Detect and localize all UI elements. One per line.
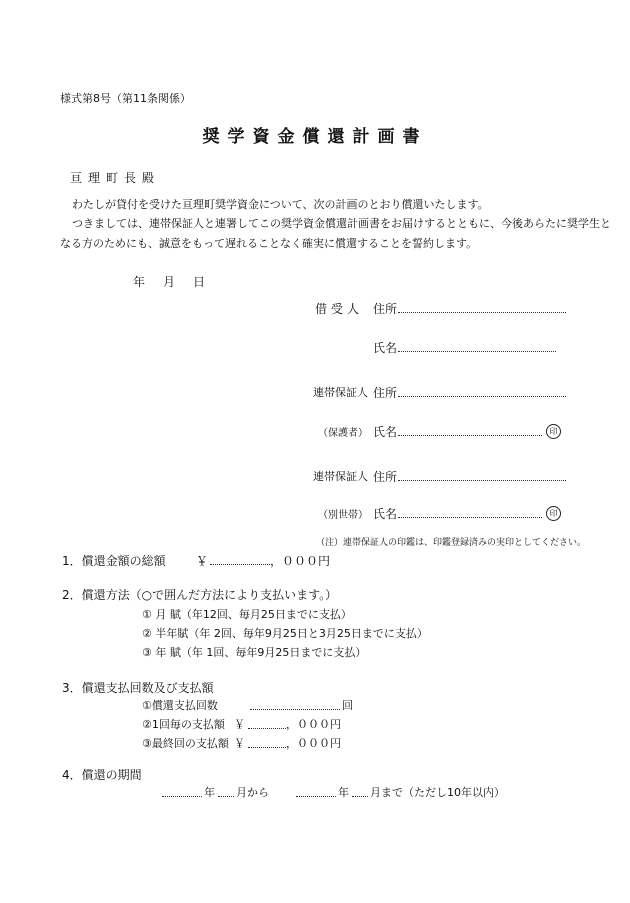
period-to-year: 年 — [338, 786, 349, 799]
borrower-address-label: 住所 — [373, 302, 398, 316]
repayment-option-semiannual[interactable]: ② 半年賦（年 2回、毎年9月25日と3月25日までに支払） — [142, 627, 428, 640]
section4-label: 4．償還の期間 — [62, 768, 142, 782]
section1-label: 1．償還金額の総額 — [62, 554, 166, 568]
payment-count-suffix: 回 — [342, 699, 353, 712]
per-payment-label: ②1回毎の支払額 — [142, 718, 225, 731]
guarantor2-name-field[interactable] — [398, 505, 542, 518]
section2-label: 2．償還方法（○で囲んだ方法により支払います。） — [62, 588, 338, 602]
seal-icon: 印 — [546, 506, 561, 521]
section1-amount-field[interactable] — [210, 552, 270, 565]
guarantor2-name-label: 氏名 — [373, 507, 398, 521]
guarantor1-role: 連帯保証人 — [313, 386, 368, 399]
period-from-year: 年 — [204, 786, 215, 799]
seal-note: （注）連帯保証人の印鑑は、印鑑登録済みの実印としてください。 — [316, 538, 587, 548]
intro-line-2: つきましては、連帯保証人と連署してこの奨学資金償還計画書をお届けするとともに、今後あらたに奨学生と — [72, 217, 611, 230]
borrower-address-field[interactable] — [398, 300, 566, 313]
section1-yen: ￥ — [196, 554, 209, 568]
payment-count-label: ①償還支払回数 — [142, 699, 218, 712]
document-title: 奨学資金償還計画書 — [202, 127, 428, 147]
addressee: 亘理町長殿 — [70, 171, 161, 185]
guarantor1-address-field[interactable] — [398, 384, 566, 397]
period-from-month-field[interactable] — [218, 784, 234, 797]
final-payment-yen: ￥ — [234, 737, 245, 750]
date-year: 年 — [133, 275, 146, 289]
intro-line-1: わたしが貸付を受けた亘理町奨学資金について、次の計画のとおり償還いたします。 — [72, 198, 489, 211]
period-to-month-field[interactable] — [352, 784, 368, 797]
guarantor1-name-label: 氏名 — [373, 425, 398, 439]
guarantor2-role: 連帯保証人 — [313, 470, 368, 483]
per-payment-suffix: ，０００円 — [286, 718, 341, 731]
period-to-year-field[interactable] — [296, 784, 336, 797]
guarantor2-address-field[interactable] — [398, 468, 566, 481]
guarantor1-sub: （保護者） — [318, 428, 368, 439]
borrower-name-field[interactable] — [398, 339, 556, 352]
period-to-month: 月まで（ただし10年以内） — [370, 786, 505, 799]
guarantor1-address-label: 住所 — [373, 386, 398, 400]
seal-icon: 印 — [546, 424, 561, 439]
period-from-year-field[interactable] — [162, 784, 202, 797]
per-payment-field[interactable] — [248, 716, 286, 729]
section3-label: 3．償還支払回数及び支払額 — [62, 681, 214, 695]
form-number: 様式第8号（第11条関係） — [60, 92, 191, 105]
borrower-role: 借受人 — [315, 302, 364, 316]
per-payment-yen: ￥ — [234, 718, 245, 731]
repayment-option-monthly[interactable]: ① 月 賦（年12回、毎月25日までに支払） — [142, 608, 352, 621]
final-payment-label: ③最終回の支払額 — [142, 737, 229, 750]
borrower-name-label: 氏名 — [373, 341, 398, 355]
guarantor2-address-label: 住所 — [373, 470, 398, 484]
date-month: 月 — [163, 275, 176, 289]
section1-amount-suffix: ，０００円 — [270, 554, 331, 568]
intro-line-3: なる方のためにも、誠意をもって遅れることなく確実に償還することを誓約します。 — [60, 237, 478, 250]
guarantor2-sub: （別世帯） — [318, 510, 368, 521]
final-payment-suffix: ，０００円 — [286, 737, 341, 750]
payment-count-field[interactable] — [250, 697, 340, 710]
date-day: 日 — [193, 275, 206, 289]
guarantor1-name-field[interactable] — [398, 423, 542, 436]
period-from-month: 月から — [236, 786, 269, 799]
repayment-option-annual[interactable]: ③ 年 賦（年 1回、毎年9月25日までに支払） — [142, 646, 367, 659]
final-payment-field[interactable] — [248, 735, 286, 748]
